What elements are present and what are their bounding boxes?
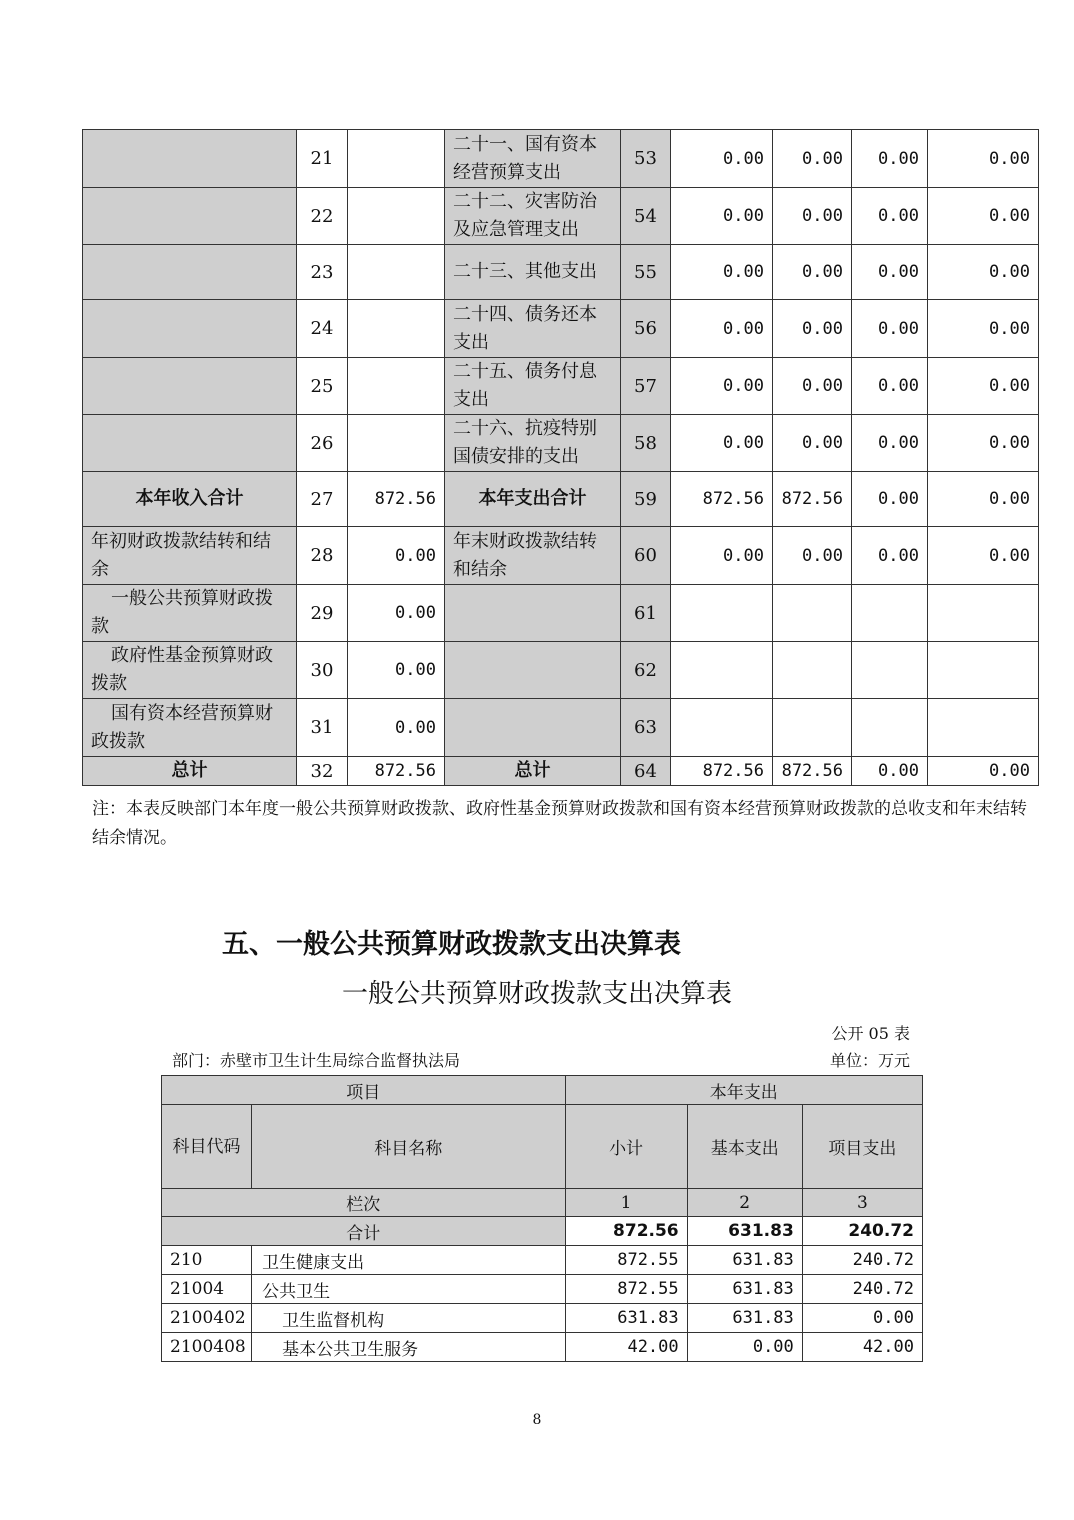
table-row — [162, 1333, 923, 1362]
income-item-label: 年初财政拨款结转和结余 — [83, 527, 297, 585]
unit-label: 单位：万元 — [829, 1051, 910, 1070]
expense-line-number: 63 — [621, 699, 671, 757]
expense-capital-value: 0.00 — [928, 245, 1039, 300]
account-code: 2100402 — [162, 1304, 252, 1333]
project-expense-value: 0.00 — [802, 1304, 922, 1333]
expense-total-value: 872.56 — [671, 472, 773, 527]
subtotal-value: 872.55 — [565, 1246, 687, 1275]
table-row — [83, 585, 1039, 642]
expense-total-value: 872.56 — [671, 757, 773, 786]
table-row — [83, 527, 1039, 585]
income-value — [348, 358, 445, 415]
income-item-label: 国有资本经营预算财政拨款 — [83, 699, 297, 757]
basic-expense-value: 0.00 — [687, 1333, 802, 1362]
expense-total-value — [671, 642, 773, 699]
expense-general-value: 0.00 — [773, 358, 852, 415]
expense-fund-value: 0.00 — [852, 300, 928, 358]
income-item-label — [83, 188, 297, 245]
income-line-number: 23 — [297, 245, 348, 300]
expense-line-number: 54 — [621, 188, 671, 245]
column-number: 3 — [802, 1189, 922, 1217]
income-line-number: 28 — [297, 527, 348, 585]
income-value — [348, 130, 445, 188]
expense-fund-value: 0.00 — [852, 358, 928, 415]
page-number: 8 — [532, 1412, 542, 1428]
income-value — [348, 188, 445, 245]
basic-expense-value: 631.83 — [687, 1304, 802, 1333]
expense-general-value: 0.00 — [773, 415, 852, 472]
expense-line-number: 53 — [621, 130, 671, 188]
header-subtotal: 小计 — [565, 1105, 687, 1189]
income-item-label: 本年收入合计 — [83, 472, 297, 527]
account-name: 公共卫生 — [252, 1275, 565, 1304]
expenditure-table — [161, 1075, 923, 1362]
expense-item-label: 二十三、其他支出 — [445, 245, 621, 300]
expense-item-label: 二十五、债务付息支出 — [445, 358, 621, 415]
header-basic: 基本支出 — [687, 1105, 802, 1189]
table-row — [83, 757, 1039, 786]
expense-total-value: 0.00 — [671, 527, 773, 585]
fiscal-summary-table — [82, 129, 1039, 786]
expense-total-value: 0.00 — [671, 300, 773, 358]
income-item-label — [83, 130, 297, 188]
expense-line-number: 59 — [621, 472, 671, 527]
basic-expense-value: 631.83 — [687, 1275, 802, 1304]
expense-capital-value: 0.00 — [928, 188, 1039, 245]
expense-line-number: 57 — [621, 358, 671, 415]
income-item-label — [83, 245, 297, 300]
income-line-number: 31 — [297, 699, 348, 757]
account-name: 卫生监督机构 — [252, 1304, 565, 1333]
expense-capital-value — [928, 642, 1039, 699]
expense-item-label — [445, 642, 621, 699]
expense-general-value: 0.00 — [773, 300, 852, 358]
expense-fund-value: 0.00 — [852, 130, 928, 188]
expense-total-value: 0.00 — [671, 130, 773, 188]
table-note: 注：本表反映部门本年度一般公共预算财政拨款、政府性基金预算财政拨款和国有资本经营预算财政拨款的总收支和年末结转结余情况。 — [92, 799, 1027, 848]
expense-line-number: 55 — [621, 245, 671, 300]
income-item-label — [83, 415, 297, 472]
table-row — [83, 699, 1039, 757]
header-code: 科目代码 — [162, 1105, 252, 1189]
expense-fund-value — [852, 642, 928, 699]
expense-line-number: 61 — [621, 585, 671, 642]
income-line-number: 25 — [297, 358, 348, 415]
project-expense-value: 42.00 — [802, 1333, 922, 1362]
column-label: 栏次 — [162, 1189, 566, 1217]
expense-item-label: 二十一、国有资本经营预算支出 — [445, 130, 621, 188]
expense-fund-value: 0.00 — [852, 415, 928, 472]
income-line-number: 24 — [297, 300, 348, 358]
expense-capital-value — [928, 585, 1039, 642]
expense-fund-value — [852, 699, 928, 757]
header-project: 项目支出 — [802, 1105, 922, 1189]
expense-total-value — [671, 585, 773, 642]
header-name: 科目名称 — [252, 1105, 565, 1189]
expense-line-number: 56 — [621, 300, 671, 358]
expense-capital-value: 0.00 — [928, 415, 1039, 472]
expense-fund-value: 0.00 — [852, 188, 928, 245]
expense-total-value: 0.00 — [671, 358, 773, 415]
table-row — [83, 300, 1039, 358]
table-row — [83, 642, 1039, 699]
income-value: 872.56 — [348, 472, 445, 527]
column-number: 1 — [565, 1189, 687, 1217]
expense-general-value: 0.00 — [773, 188, 852, 245]
income-line-number: 32 — [297, 757, 348, 786]
expense-capital-value: 0.00 — [928, 130, 1039, 188]
income-value: 0.00 — [348, 585, 445, 642]
income-value: 0.00 — [348, 699, 445, 757]
table-row — [162, 1275, 923, 1304]
expense-item-label: 年末财政拨款结转和结余 — [445, 527, 621, 585]
project-expense-value: 240.72 — [802, 1275, 922, 1304]
income-item-label: 一般公共预算财政拨款 — [83, 585, 297, 642]
expense-item-label: 二十二、灾害防治及应急管理支出 — [445, 188, 621, 245]
subtotal-value: 631.83 — [565, 1304, 687, 1333]
table-row — [83, 245, 1039, 300]
expense-general-value: 0.00 — [773, 245, 852, 300]
table-row — [83, 358, 1039, 415]
expense-fund-value: 0.00 — [852, 757, 928, 786]
expense-fund-value: 0.00 — [852, 472, 928, 527]
expense-general-value: 0.00 — [773, 130, 852, 188]
expense-item-label: 二十六、抗疫特别国债安排的支出 — [445, 415, 621, 472]
expense-line-number: 58 — [621, 415, 671, 472]
income-line-number: 26 — [297, 415, 348, 472]
income-item-label — [83, 358, 297, 415]
expense-fund-value: 0.00 — [852, 527, 928, 585]
expense-capital-value: 0.00 — [928, 527, 1039, 585]
account-code: 2100408 — [162, 1333, 252, 1362]
department-label: 部门：赤壁市卫生计生局综合监督执法局 — [172, 1051, 461, 1070]
expense-fund-value — [852, 585, 928, 642]
income-line-number: 29 — [297, 585, 348, 642]
income-line-number: 27 — [297, 472, 348, 527]
expense-capital-value: 0.00 — [928, 300, 1039, 358]
table-row — [83, 188, 1039, 245]
expense-fund-value: 0.00 — [852, 245, 928, 300]
income-item-label: 总计 — [83, 757, 297, 786]
total-cell: 872.56 — [565, 1217, 687, 1246]
expense-line-number: 62 — [621, 642, 671, 699]
account-code: 210 — [162, 1246, 252, 1275]
expense-line-number: 60 — [621, 527, 671, 585]
income-line-number: 21 — [297, 130, 348, 188]
income-value: 0.00 — [348, 642, 445, 699]
expense-total-value — [671, 699, 773, 757]
expense-general-value — [773, 699, 852, 757]
table-title: 一般公共预算财政拨款支出决算表 — [341, 979, 732, 1009]
expense-item-label: 本年支出合计 — [445, 472, 621, 527]
income-value — [348, 415, 445, 472]
expense-capital-value: 0.00 — [928, 472, 1039, 527]
expense-general-value — [773, 585, 852, 642]
table-row — [83, 472, 1039, 527]
header-item: 项目 — [162, 1076, 566, 1105]
section-title: 五、一般公共预算财政拨款支出决算表 — [222, 929, 681, 960]
subtotal-value: 42.00 — [565, 1333, 687, 1362]
expense-item-label: 总计 — [445, 757, 621, 786]
expense-total-value: 0.00 — [671, 245, 773, 300]
expense-item-label: 二十四、债务还本支出 — [445, 300, 621, 358]
table-row — [162, 1304, 923, 1333]
expense-total-value: 0.00 — [671, 415, 773, 472]
account-name: 卫生健康支出 — [252, 1246, 565, 1275]
income-value: 0.00 — [348, 527, 445, 585]
account-code: 21004 — [162, 1275, 252, 1304]
expense-total-value: 0.00 — [671, 188, 773, 245]
income-item-label — [83, 300, 297, 358]
expense-general-value: 872.56 — [773, 757, 852, 786]
account-name: 基本公共卫生服务 — [252, 1333, 565, 1362]
total-label: 合计 — [162, 1217, 566, 1246]
expense-general-value: 872.56 — [773, 472, 852, 527]
project-expense-value: 240.72 — [802, 1246, 922, 1275]
expense-general-value: 0.00 — [773, 527, 852, 585]
income-line-number: 22 — [297, 188, 348, 245]
table-row — [162, 1246, 923, 1275]
column-number: 2 — [687, 1189, 802, 1217]
total-cell: 631.83 — [687, 1217, 802, 1246]
basic-expense-value: 631.83 — [687, 1246, 802, 1275]
expense-item-label — [445, 585, 621, 642]
income-value: 872.56 — [348, 757, 445, 786]
total-cell: 240.72 — [802, 1217, 922, 1246]
table-row — [83, 130, 1039, 188]
expense-general-value — [773, 642, 852, 699]
subtotal-value: 872.55 — [565, 1275, 687, 1304]
income-value — [348, 300, 445, 358]
form-number: 公开 05 表 — [831, 1024, 910, 1043]
expense-item-label — [445, 699, 621, 757]
table-row — [83, 415, 1039, 472]
expense-capital-value: 0.00 — [928, 358, 1039, 415]
income-item-label: 政府性基金预算财政拨款 — [83, 642, 297, 699]
header-expense: 本年支出 — [565, 1076, 923, 1105]
expense-line-number: 64 — [621, 757, 671, 786]
income-line-number: 30 — [297, 642, 348, 699]
income-value — [348, 245, 445, 300]
expense-capital-value — [928, 699, 1039, 757]
expense-capital-value: 0.00 — [928, 757, 1039, 786]
